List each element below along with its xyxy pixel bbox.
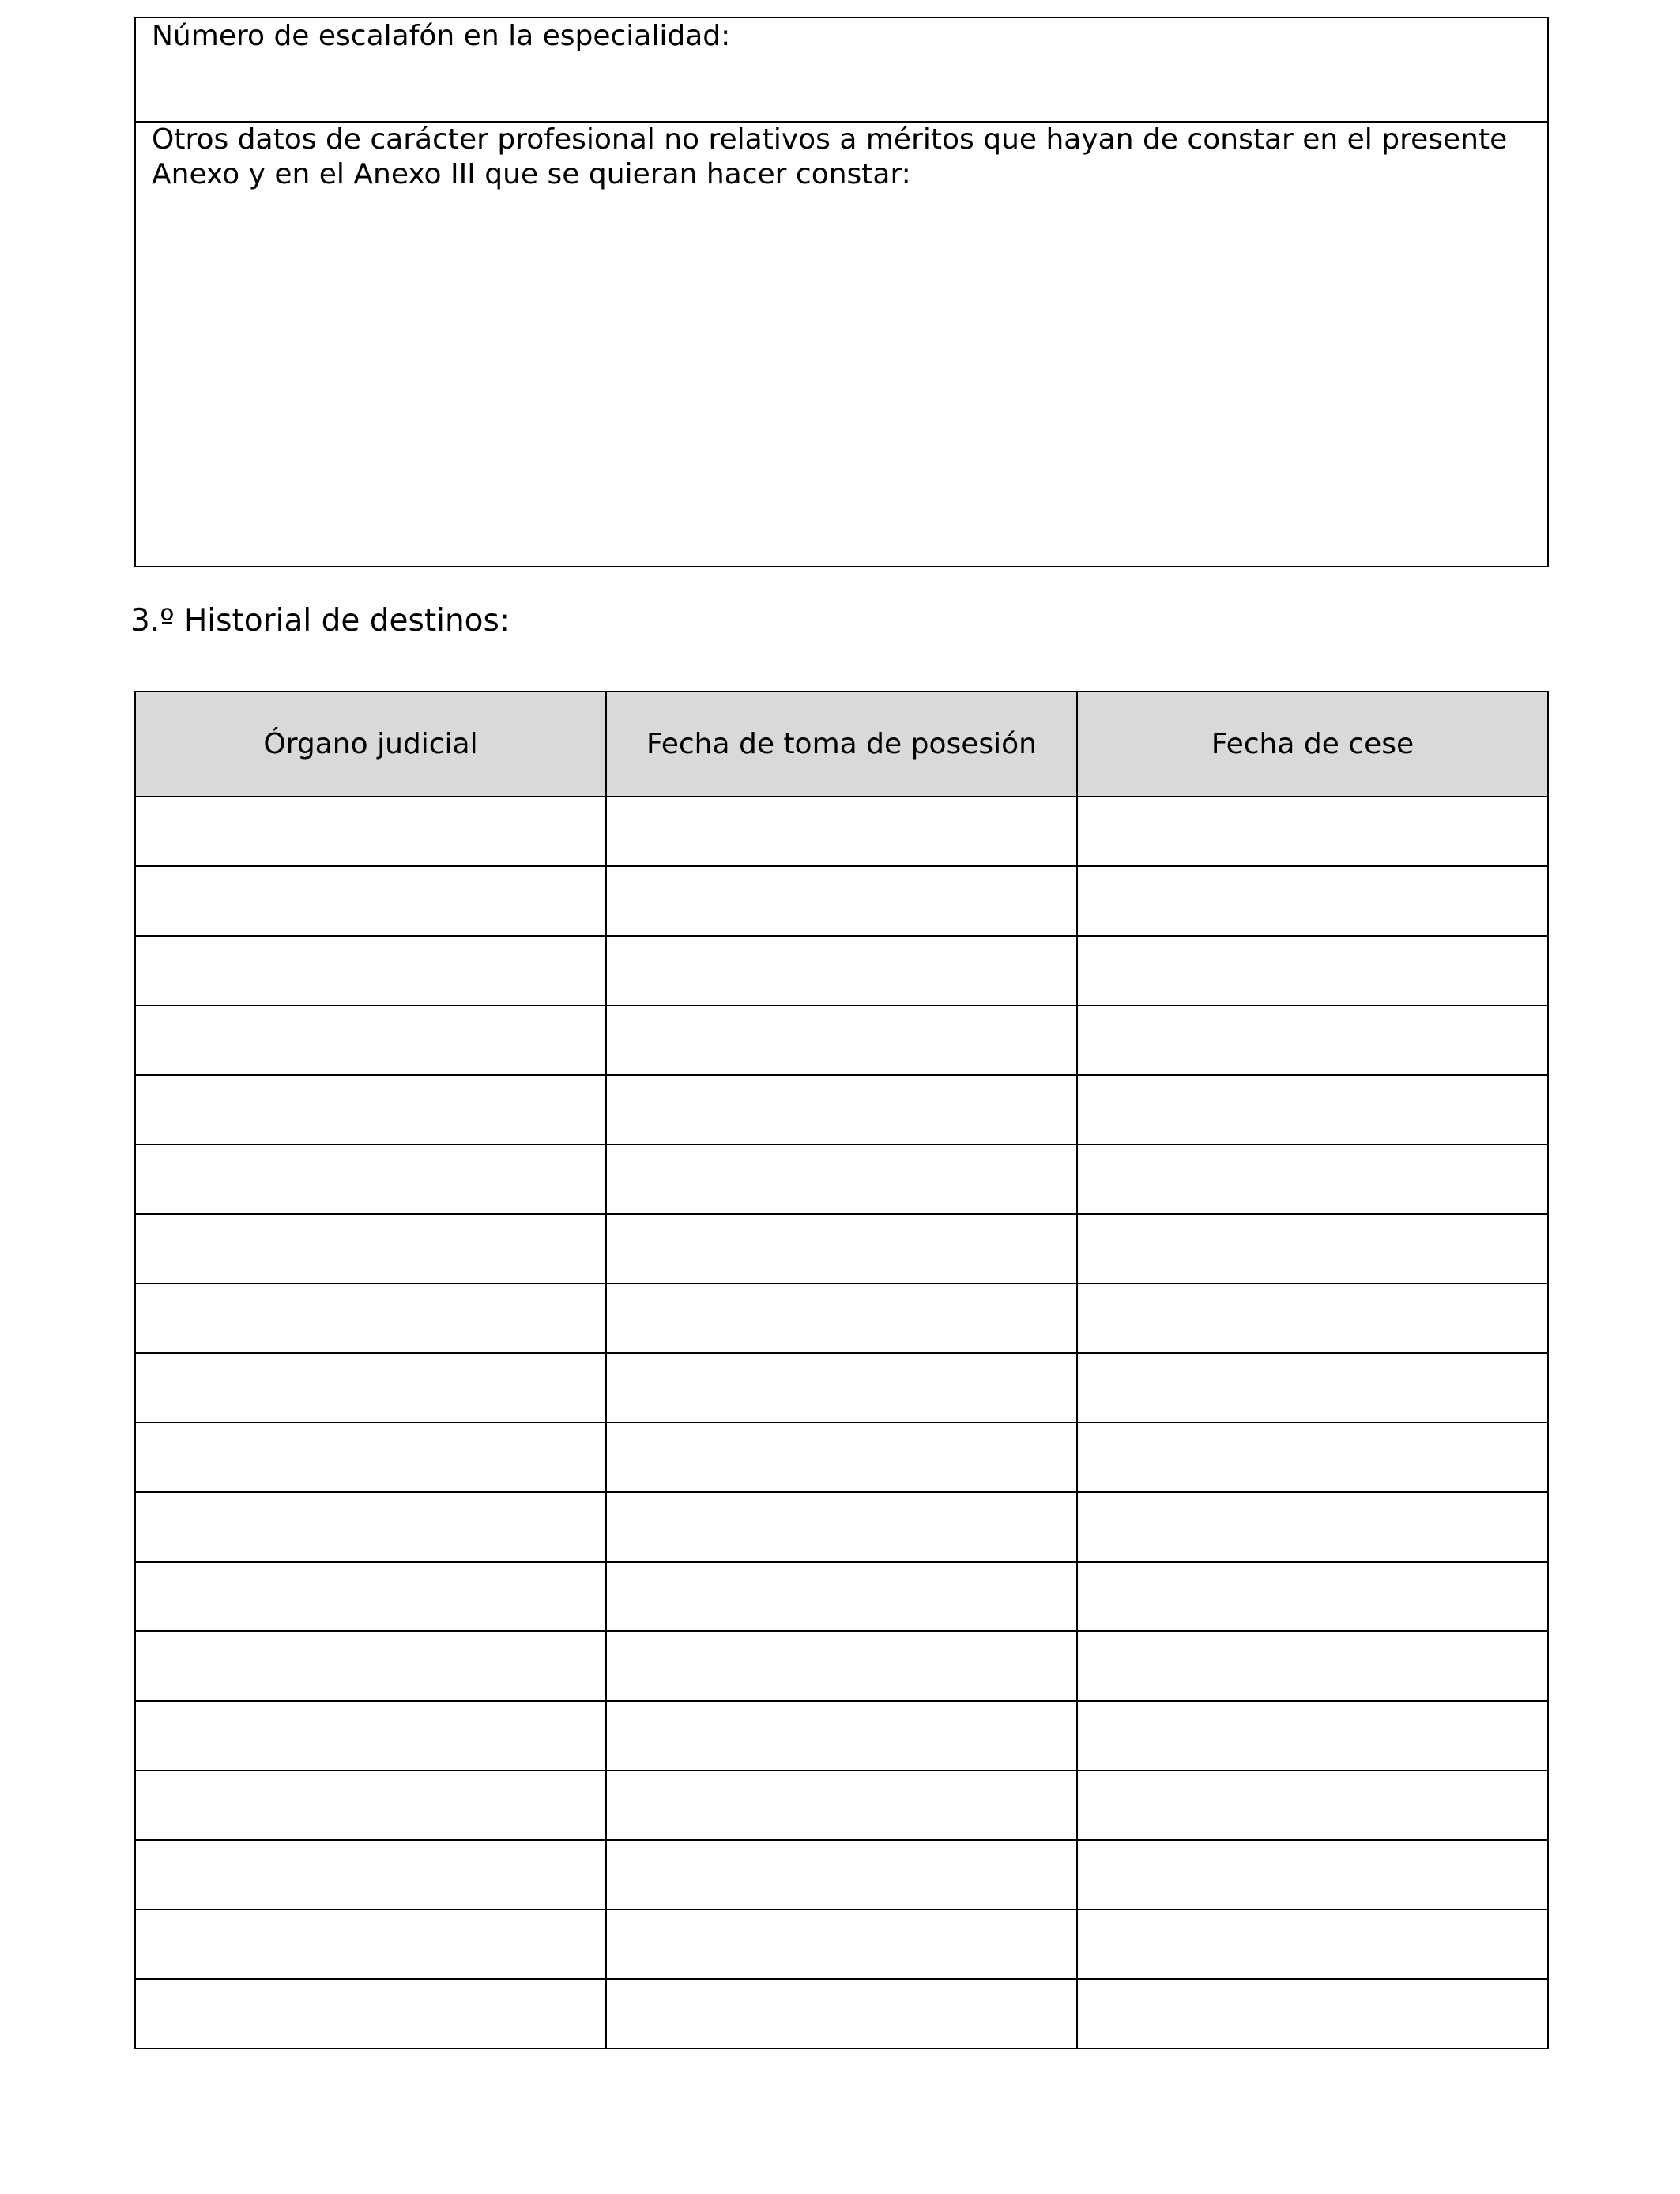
section-heading: 3.º Historial de destinos: bbox=[130, 603, 510, 639]
cell-fecha-cese[interactable] bbox=[1077, 1005, 1548, 1075]
cell-fecha-cese[interactable] bbox=[1077, 1284, 1548, 1353]
table-row bbox=[135, 1562, 1548, 1631]
cell-organo-judicial[interactable] bbox=[135, 1770, 606, 1840]
cell-organo-judicial[interactable] bbox=[135, 1284, 606, 1353]
cell-fecha-toma-posesion[interactable] bbox=[606, 1909, 1077, 1979]
table-header-row bbox=[135, 692, 1548, 797]
cell-organo-judicial[interactable] bbox=[135, 936, 606, 1005]
cell-fecha-toma-posesion[interactable] bbox=[606, 1840, 1077, 1909]
cell-organo-judicial[interactable] bbox=[135, 1423, 606, 1492]
cell-fecha-toma-posesion[interactable] bbox=[606, 1701, 1077, 1770]
cell-fecha-cese[interactable] bbox=[1077, 1353, 1548, 1423]
cell-fecha-cese[interactable] bbox=[1077, 936, 1548, 1005]
cell-fecha-cese[interactable] bbox=[1077, 1075, 1548, 1144]
table-row bbox=[135, 1909, 1548, 1979]
cell-fecha-toma-posesion[interactable] bbox=[606, 1770, 1077, 1840]
table-row bbox=[135, 1492, 1548, 1562]
cell-organo-judicial[interactable] bbox=[135, 866, 606, 936]
cell-fecha-cese[interactable] bbox=[1077, 1909, 1548, 1979]
cell-organo-judicial[interactable] bbox=[135, 1840, 606, 1909]
table-row bbox=[135, 936, 1548, 1005]
escalafon-label: Número de escalafón en la especialidad: bbox=[152, 20, 731, 52]
table-row bbox=[135, 797, 1548, 866]
cell-organo-judicial[interactable] bbox=[135, 1909, 606, 1979]
cell-organo-judicial[interactable] bbox=[135, 1353, 606, 1423]
cell-fecha-toma-posesion[interactable] bbox=[606, 1075, 1077, 1144]
cell-fecha-cese[interactable] bbox=[1077, 1423, 1548, 1492]
cell-fecha-toma-posesion[interactable] bbox=[606, 1492, 1077, 1562]
cell-fecha-cese[interactable] bbox=[1077, 1214, 1548, 1284]
table-row bbox=[135, 1979, 1548, 2049]
cell-fecha-cese[interactable] bbox=[1077, 1631, 1548, 1701]
escalafon-field[interactable] bbox=[136, 18, 1547, 123]
table-row bbox=[135, 1075, 1548, 1144]
table-row bbox=[135, 1284, 1548, 1353]
destinations-history-table bbox=[134, 691, 1549, 2049]
otros-datos-label: Otros datos de carácter profesional no relativos a méritos que hayan de constar en el presente Anexo y en el Anexo III que se quieran hacer constar: bbox=[152, 123, 1516, 190]
cell-organo-judicial[interactable] bbox=[135, 1562, 606, 1631]
cell-fecha-toma-posesion[interactable] bbox=[606, 1562, 1077, 1631]
cell-fecha-toma-posesion[interactable] bbox=[606, 797, 1077, 866]
table-row bbox=[135, 1701, 1548, 1770]
cell-organo-judicial[interactable] bbox=[135, 797, 606, 866]
otros-datos-field[interactable] bbox=[136, 123, 1547, 566]
header-organo-judicial: Órgano judicial bbox=[135, 692, 606, 797]
cell-organo-judicial[interactable] bbox=[135, 1979, 606, 2049]
cell-fecha-cese[interactable] bbox=[1077, 1840, 1548, 1909]
cell-fecha-toma-posesion[interactable] bbox=[606, 1144, 1077, 1214]
table-row bbox=[135, 1144, 1548, 1214]
cell-fecha-cese[interactable] bbox=[1077, 1562, 1548, 1631]
cell-fecha-cese[interactable] bbox=[1077, 1492, 1548, 1562]
cell-organo-judicial[interactable] bbox=[135, 1075, 606, 1144]
cell-fecha-toma-posesion[interactable] bbox=[606, 1005, 1077, 1075]
cell-fecha-toma-posesion[interactable] bbox=[606, 1284, 1077, 1353]
cell-organo-judicial[interactable] bbox=[135, 1144, 606, 1214]
table-row bbox=[135, 1631, 1548, 1701]
table-row bbox=[135, 1353, 1548, 1423]
table-row bbox=[135, 866, 1548, 936]
cell-fecha-cese[interactable] bbox=[1077, 1701, 1548, 1770]
cell-fecha-toma-posesion[interactable] bbox=[606, 1353, 1077, 1423]
cell-fecha-toma-posesion[interactable] bbox=[606, 1979, 1077, 2049]
cell-fecha-toma-posesion[interactable] bbox=[606, 936, 1077, 1005]
cell-organo-judicial[interactable] bbox=[135, 1701, 606, 1770]
cell-fecha-cese[interactable] bbox=[1077, 866, 1548, 936]
cell-organo-judicial[interactable] bbox=[135, 1631, 606, 1701]
cell-fecha-cese[interactable] bbox=[1077, 797, 1548, 866]
cell-fecha-cese[interactable] bbox=[1077, 1770, 1548, 1840]
table-row bbox=[135, 1423, 1548, 1492]
cell-fecha-toma-posesion[interactable] bbox=[606, 1423, 1077, 1492]
cell-organo-judicial[interactable] bbox=[135, 1492, 606, 1562]
professional-data-box bbox=[134, 17, 1549, 567]
header-fecha-cese: Fecha de cese bbox=[1077, 692, 1548, 797]
table-row bbox=[135, 1005, 1548, 1075]
cell-organo-judicial[interactable] bbox=[135, 1005, 606, 1075]
table-row bbox=[135, 1840, 1548, 1909]
table-row bbox=[135, 1770, 1548, 1840]
table-body bbox=[135, 797, 1548, 2049]
cell-fecha-toma-posesion[interactable] bbox=[606, 1631, 1077, 1701]
cell-fecha-cese[interactable] bbox=[1077, 1144, 1548, 1214]
cell-fecha-cese[interactable] bbox=[1077, 1979, 1548, 2049]
cell-fecha-toma-posesion[interactable] bbox=[606, 866, 1077, 936]
header-fecha-toma-posesion: Fecha de toma de posesión bbox=[606, 692, 1077, 797]
cell-fecha-toma-posesion[interactable] bbox=[606, 1214, 1077, 1284]
table-row bbox=[135, 1214, 1548, 1284]
cell-organo-judicial[interactable] bbox=[135, 1214, 606, 1284]
